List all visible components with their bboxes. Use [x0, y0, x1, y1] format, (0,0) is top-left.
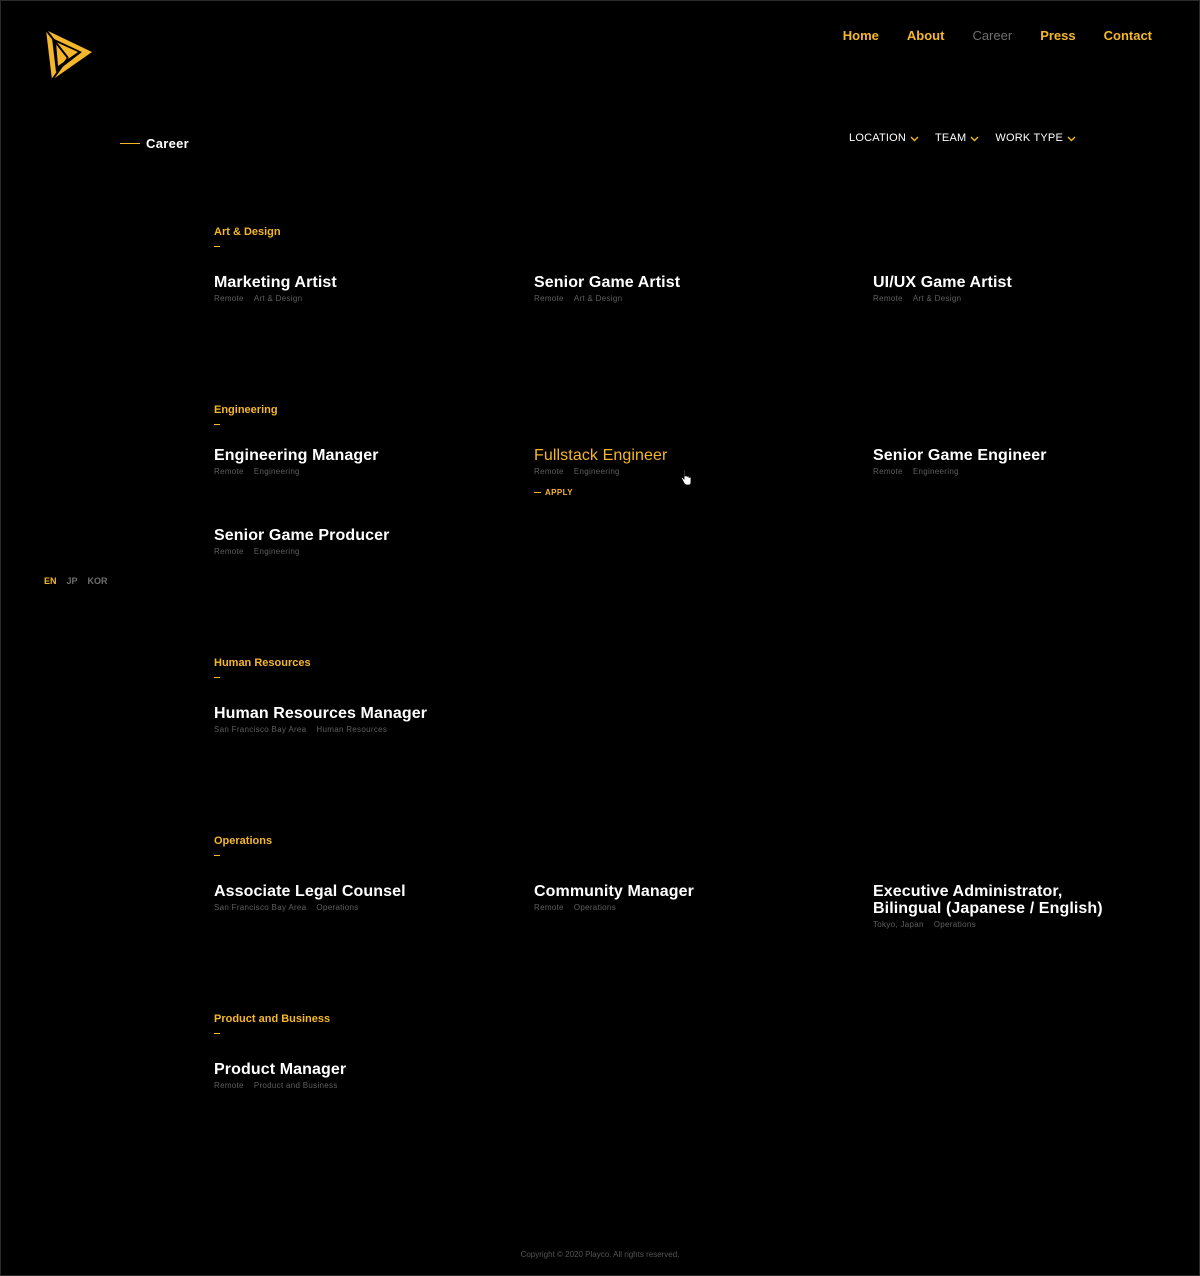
job-card[interactable]: [534, 274, 680, 303]
apply-dash: [534, 492, 541, 493]
job-title: Community Manager: [534, 883, 694, 900]
nav-home[interactable]: Home: [842, 28, 879, 43]
lang-kor[interactable]: KOR: [87, 576, 108, 586]
job-title: Senior Game Producer: [214, 527, 390, 544]
job-card[interactable]: [873, 883, 1103, 929]
job-team: Operations: [316, 903, 359, 912]
job-team: Engineering: [253, 467, 300, 476]
job-card[interactable]: [214, 527, 389, 556]
job-team: Product and Business: [253, 1081, 338, 1090]
section-divider: [214, 424, 220, 425]
section-divider: [214, 1033, 220, 1034]
filter-team[interactable]: [935, 132, 979, 144]
section-divider: [214, 677, 220, 678]
job-title: Product Manager: [214, 1061, 347, 1078]
job-location: Remote: [873, 467, 903, 476]
lang-en[interactable]: EN: [44, 576, 57, 586]
nav-press[interactable]: Press: [1040, 28, 1076, 43]
job-title: UI/UX Game Artist: [873, 274, 1012, 291]
chevron-down-icon: [1067, 135, 1076, 142]
job-location: Remote: [534, 467, 564, 476]
filter-bar: [849, 132, 1076, 144]
nav-contact[interactable]: Contact: [1103, 28, 1152, 43]
job-team: Art & Design: [573, 294, 623, 303]
job-card[interactable]: [534, 883, 694, 912]
job-title-line-2: Bilingual (Japanese / English): [873, 900, 1103, 917]
job-title: Marketing Artist: [214, 274, 337, 291]
job-title: Fullstack Engineer: [534, 447, 668, 464]
lang-jp[interactable]: JP: [66, 576, 78, 586]
job-card-hovered[interactable]: [534, 447, 667, 497]
filter-work-type[interactable]: [995, 132, 1076, 144]
job-card[interactable]: [214, 274, 337, 303]
job-location: Remote: [214, 1081, 244, 1090]
chevron-down-icon: [970, 135, 979, 142]
job-title: Senior Game Artist: [534, 274, 681, 291]
job-team: Operations: [573, 903, 616, 912]
section-title-art-design: Art & Design: [214, 226, 281, 238]
job-team: Engineering: [253, 547, 300, 556]
section-title-human-resources: Human Resources: [214, 657, 311, 669]
filter-work-type-label: WORK TYPE: [995, 132, 1063, 144]
language-switcher: [44, 576, 108, 586]
job-title: Engineering Manager: [214, 447, 379, 464]
apply-link[interactable]: [534, 488, 667, 497]
job-location: San Francisco Bay Area: [214, 903, 307, 912]
nav-about[interactable]: About: [906, 28, 945, 43]
section-title-engineering: Engineering: [214, 404, 278, 416]
job-location: Remote: [214, 294, 244, 303]
breadcrumb: [120, 136, 189, 151]
job-location: Remote: [534, 294, 564, 303]
job-team: Engineering: [912, 467, 959, 476]
hand-pointer-cursor: [680, 470, 692, 486]
job-location: Remote: [534, 903, 564, 912]
job-team: Art & Design: [912, 294, 962, 303]
job-title: Associate Legal Counsel: [214, 883, 406, 900]
job-team: Art & Design: [253, 294, 303, 303]
job-title: Senior Game Engineer: [873, 447, 1047, 464]
job-card[interactable]: [214, 883, 406, 912]
section-title-operations: Operations: [214, 835, 273, 847]
filter-location[interactable]: [849, 132, 919, 144]
job-location: Tokyo, Japan: [873, 920, 924, 929]
job-location: Remote: [214, 467, 244, 476]
job-team: Operations: [933, 920, 976, 929]
filter-location-label: LOCATION: [849, 132, 907, 144]
main-nav: [843, 28, 1152, 43]
section-title-product-business: Product and Business: [214, 1013, 331, 1025]
chevron-down-icon: [910, 135, 919, 142]
job-title-line-1: Executive Administrator,: [873, 883, 1063, 900]
breadcrumb-line: [120, 143, 140, 144]
section-divider: [214, 855, 220, 856]
job-card[interactable]: [214, 1061, 346, 1090]
job-card[interactable]: [214, 705, 427, 734]
filter-team-label: TEAM: [935, 132, 967, 144]
job-card[interactable]: [873, 274, 1012, 303]
job-location: San Francisco Bay Area: [214, 725, 307, 734]
job-team: Human Resources: [316, 725, 388, 734]
nav-career[interactable]: Career: [972, 28, 1013, 43]
apply-label: APPLY: [545, 488, 573, 497]
section-divider: [214, 246, 220, 247]
job-team: Engineering: [573, 467, 620, 476]
job-title: Human Resources Manager: [214, 705, 428, 722]
page-title: Career: [146, 136, 189, 151]
job-card[interactable]: [873, 447, 1047, 476]
job-card[interactable]: [214, 447, 379, 476]
job-location: Remote: [873, 294, 903, 303]
job-location: Remote: [214, 547, 244, 556]
paper-plane-logo[interactable]: [44, 28, 94, 82]
footer-copyright: Copyright © 2020 Playco. All rights reserved.: [520, 1250, 680, 1259]
